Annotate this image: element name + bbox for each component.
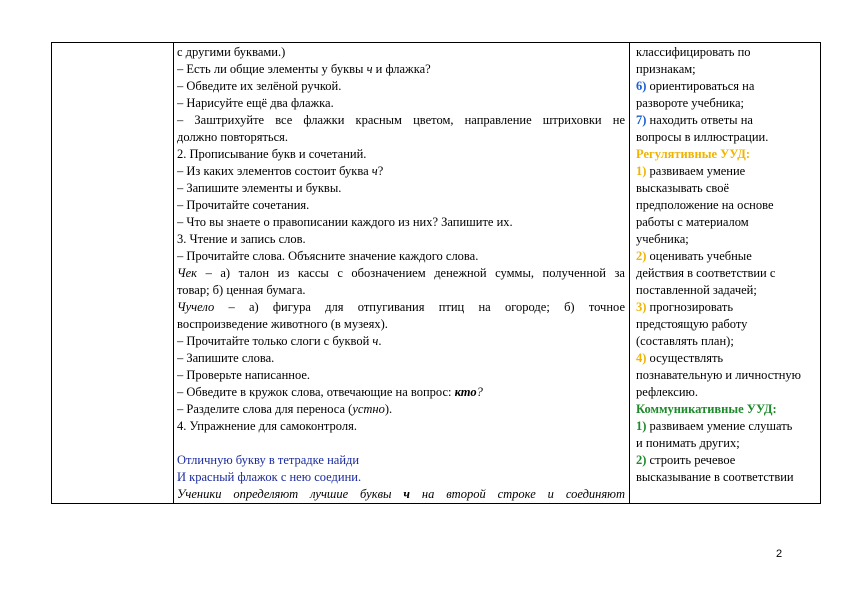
section-heading: 3. Чтение и запись слов. <box>177 232 306 246</box>
list-item: 1) развиваем умение <box>636 164 746 178</box>
text-line: – Разделите слова для переноса (устно). <box>177 402 393 416</box>
text-line: – Что вы знаете о правописании каждого из них? Запишите их. <box>177 215 513 229</box>
page-number: 2 <box>776 548 783 560</box>
text-line: воспроизведение животного (в музеях). <box>177 317 388 331</box>
text-line: – Из каких элементов состоит буква ч? <box>177 164 384 178</box>
text-line: – Прочитайте сочетания. <box>177 198 310 212</box>
table-divider <box>173 43 174 503</box>
lesson-table <box>51 42 821 504</box>
list-item: 3) прогнозировать <box>636 300 734 314</box>
text-line: – Нарисуйте ещё два флажка. <box>177 96 334 110</box>
text-line: – Обведите в кружок слова, отвечающие на вопрос: кто? <box>177 385 483 399</box>
uud-column <box>636 44 818 486</box>
text-line: – Есть ли общие элементы у буквы ч и флажка? <box>177 62 431 76</box>
poem-line: Отличную букву в тетрадке найди <box>177 453 360 467</box>
text-line: – Прочитайте только слоги с буквой ч. <box>177 334 382 348</box>
text-line: развороте учебника; <box>636 96 745 110</box>
poem-line: И красный флажок с нею соедини. <box>177 470 362 484</box>
text-line: рефлексию. <box>636 385 698 399</box>
text-line: признакам; <box>636 62 696 76</box>
text-line: предстоящую работу <box>636 317 748 331</box>
table-divider <box>629 43 630 503</box>
text-line: действия в соответствии с <box>636 266 776 280</box>
text-line: вопросы в иллюстрации. <box>636 130 769 144</box>
section-heading: 4. Упражнение для самоконтроля. <box>177 419 357 433</box>
instruction-line: Ученики определяют лучшие буквы ч на второй строке и соединяют <box>177 487 625 501</box>
list-item: 6) ориентироваться на <box>636 79 755 93</box>
text-line: – Запишите элементы и буквы. <box>177 181 342 195</box>
text-line: предположение на основе <box>636 198 774 212</box>
text-line: работы с материалом <box>636 215 749 229</box>
definition-line: Чучело – а) фигура для отпугивания птиц на огороде; б) точное <box>177 300 625 314</box>
section-heading: 2. Прописывание букв и сочетаний. <box>177 147 367 161</box>
text-line: и понимать других; <box>636 436 740 450</box>
text-line: (составлять план); <box>636 334 734 348</box>
text-line: с другими буквами.) <box>177 45 286 59</box>
list-item: 7) находить ответы на <box>636 113 753 127</box>
list-item: 2) строить речевое <box>636 453 736 467</box>
text-line: – Проверьте написанное. <box>177 368 311 382</box>
text-line: – Заштрихуйте все флажки красным цветом, направление штриховки не <box>177 113 625 127</box>
text-line: высказывание в соответствии <box>636 470 794 484</box>
text-line: – Обведите их зелёной ручкой. <box>177 79 342 93</box>
text-line: классифицировать по <box>636 45 751 59</box>
lesson-steps-column <box>177 44 625 503</box>
definition-line: Чек – а) талон из кассы с обозначением денежной суммы, полученной за <box>177 266 625 280</box>
regulatory-heading: Регулятивные УУД: <box>636 147 750 161</box>
list-item: 2) оценивать учебные <box>636 249 752 263</box>
text-line: – Прочитайте слова. Объясните значение каждого слова. <box>177 249 479 263</box>
text-line: поставленной задачей; <box>636 283 757 297</box>
text-line: учебника; <box>636 232 689 246</box>
text-line: товар; б) ценная бумага. <box>177 283 306 297</box>
blank-line <box>177 435 625 452</box>
text-line: должно повторяться. <box>177 130 289 144</box>
list-item: 4) осуществлять <box>636 351 724 365</box>
text-line: познавательную и личностную <box>636 368 801 382</box>
communicative-heading: Коммуникативные УУД: <box>636 402 777 416</box>
text-line: высказывать своё <box>636 181 730 195</box>
text-line: – Запишите слова. <box>177 351 275 365</box>
list-item: 1) развиваем умение слушать <box>636 419 793 433</box>
